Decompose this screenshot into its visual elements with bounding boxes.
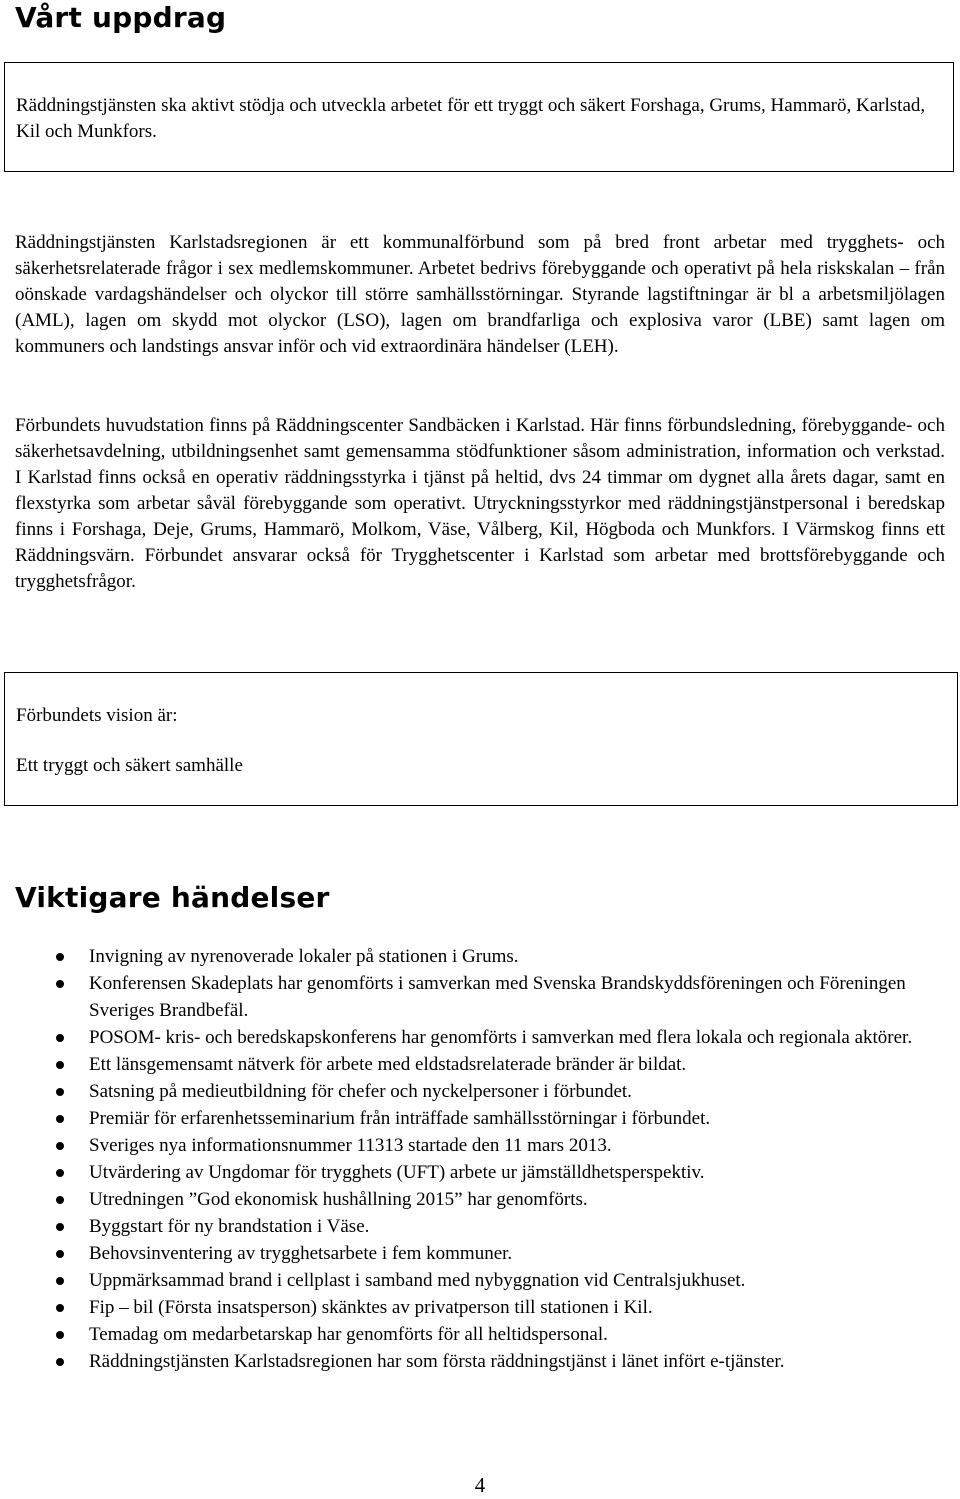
list-item: Behovsinventering av trygghetsarbete i fem kommuner. bbox=[0, 1240, 960, 1267]
page-number: 4 bbox=[474, 1473, 486, 1497]
bullet-icon bbox=[56, 1304, 64, 1312]
bullet-icon bbox=[56, 1250, 64, 1258]
bullet-icon bbox=[56, 1169, 64, 1177]
heading-viktigare-handelser: Viktigare händelser bbox=[15, 881, 330, 914]
vision-label: Förbundets vision är: bbox=[16, 705, 178, 726]
list-item: Räddningstjänsten Karlstadsregionen har som första räddningstjänst i länet infört e-tjänster. bbox=[0, 1348, 960, 1375]
bullet-icon bbox=[56, 1331, 64, 1339]
list-item: Uppmärksammad brand i cellplast i samband med nybyggnation vid Centralsjukhuset. bbox=[0, 1267, 960, 1294]
vision-statement: Ett tryggt och säkert samhälle bbox=[16, 755, 243, 776]
list-item: Utredningen ”God ekonomisk hushållning 2015” har genomförts. bbox=[0, 1186, 960, 1213]
bullet-icon bbox=[56, 1277, 64, 1285]
paragraph-stations: Förbundets huvudstation finns på Räddningscenter Sandbäcken i Karlstad. Här finns förbundsledning, förebyggande- och säkerhetsavdelning, utbildningsenhet samt gemensamma stödfunktioner såsom administration, information och verkstad. I Karlstad finns också en operativ räddningsstyrka i tjänst på heltid, dvs 24 timmar om dygnet alla årets dagar, samt en flexstyrka som arbetar såväl förebyggande som operativt. Utryckningsstyrkor med räddningstjänstpersonal i beredskap finns i Forshaga, Deje, Grums, Hammarö, Molkom, Väse, Vålberg, Kil, Högboda och Munkfors. I Värmskog finns ett Räddningsvärn. Förbundet ansvarar också för Trygghetscenter i Karlstad som arbetar med brottsförebyggande och trygghetsfrågor. bbox=[15, 415, 945, 592]
bullet-icon bbox=[56, 1142, 64, 1150]
list-item: Satsning på medieutbildning för chefer och nyckelpersoner i förbundet. bbox=[0, 1078, 960, 1105]
events-list bbox=[0, 943, 960, 1375]
list-item: Fip – bil (Första insatsperson) skänktes av privatperson till stationen i Kil. bbox=[0, 1294, 960, 1321]
bullet-icon bbox=[56, 1223, 64, 1231]
list-item: Invigning av nyrenoverade lokaler på stationen i Grums. bbox=[0, 943, 960, 970]
list-item: Konferensen Skadeplats har genomförts i samverkan med Svenska Brandskyddsföreningen och Föreningen Sveriges Brandbefäl. bbox=[0, 970, 960, 1024]
bullet-icon bbox=[56, 980, 64, 988]
list-item: POSOM- kris- och beredskapskonferens har genomförts i samverkan med flera lokala och regionala aktörer. bbox=[0, 1024, 960, 1051]
mission-box bbox=[4, 62, 954, 172]
list-item: Byggstart för ny brandstation i Väse. bbox=[0, 1213, 960, 1240]
bullet-icon bbox=[56, 1115, 64, 1123]
bullet-icon bbox=[56, 1061, 64, 1069]
paragraph-organisation: Räddningstjänsten Karlstadsregionen är ett kommunalförbund som på bred front arbetar med trygghets- och säkerhetsrelaterade frågor i sex medlemskommuner. Arbetet bedrivs förebyggande och operativt på hela riskskalan – från oönskade vardagshändelser och olyckor till större samhällsstörningar. Styrande lagstiftningar är bl a arbetsmiljölagen (AML), lagen om skydd mot olyckor (LSO), lagen om brandfarliga och explosiva varor (LBE) samt lagen om kommuners och landstings ansvar inför och vid extraordinära händelser (LEH). bbox=[15, 232, 945, 357]
list-item: Temadag om medarbetarskap har genomförts för all heltidspersonal. bbox=[0, 1321, 960, 1348]
heading-vart-uppdrag: Vårt uppdrag bbox=[15, 1, 227, 34]
bullet-icon bbox=[56, 953, 64, 961]
bullet-icon bbox=[56, 1196, 64, 1204]
mission-text: Räddningstjänsten ska aktivt stödja och utveckla arbetet för ett tryggt och säkert Forshaga, Grums, Hammarö, Karlstad, Kil och Munkfors. bbox=[16, 95, 926, 142]
bullet-icon bbox=[56, 1088, 64, 1096]
bullet-icon bbox=[56, 1034, 64, 1042]
list-item: Sveriges nya informationsnummer 11313 startade den 11 mars 2013. bbox=[0, 1132, 960, 1159]
list-item: Ett länsgemensamt nätverk för arbete med eldstadsrelaterade bränder är bildat. bbox=[0, 1051, 960, 1078]
bullet-icon bbox=[56, 1358, 64, 1366]
vision-box bbox=[4, 672, 958, 806]
list-item: Premiär för erfarenhetsseminarium från inträffade samhällsstörningar i förbundet. bbox=[0, 1105, 960, 1132]
list-item: Utvärdering av Ungdomar för trygghets (UFT) arbete ur jämställdhetsperspektiv. bbox=[0, 1159, 960, 1186]
